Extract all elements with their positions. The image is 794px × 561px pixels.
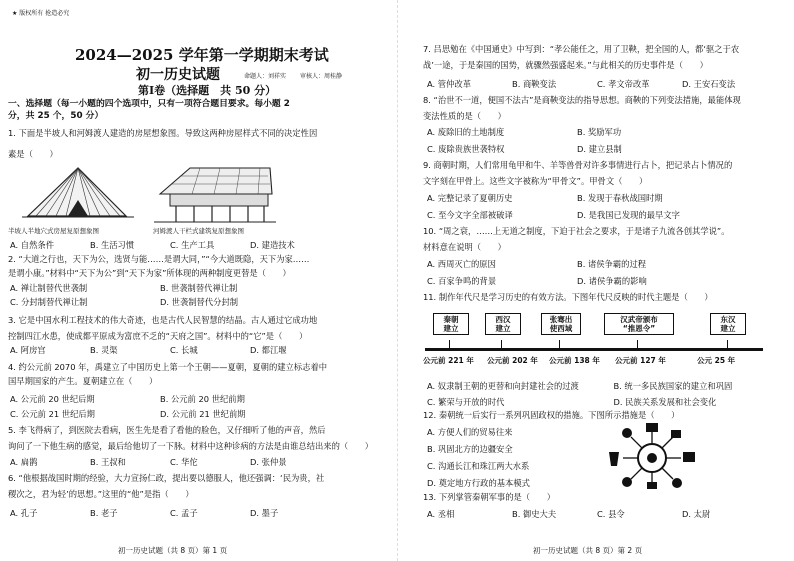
q11-timeline (421, 306, 771, 366)
q6-option-a[interactable]: A. 孔子 (10, 508, 38, 518)
q8-option-b[interactable]: B. 奖励军功 (577, 127, 622, 137)
q12-option-b[interactable]: B. 巩固北方的边疆安全 (427, 444, 513, 454)
q7-option-d[interactable]: D. 王安石变法 (682, 79, 736, 89)
q13-option-d[interactable]: D. 太尉 (682, 509, 711, 519)
q10-text-1: 10. “周之衰，……上无道之制度，下迫于社会之要求，于是诸子九流各创其学说”。 (423, 226, 730, 236)
q3-options (10, 345, 330, 356)
q9-option-a[interactable]: A. 完整记录了夏朝历史 (427, 193, 513, 203)
q1-caption-left: 半坡人半地穴式房屋复原想象图 (8, 227, 99, 235)
q1-caption-right: 河姆渡人干栏式建筑复原想象图 (153, 227, 244, 235)
q10-option-a[interactable]: A. 西周灭亡的原因 (427, 259, 496, 269)
reviewer: 审核人：周桂静 (300, 73, 343, 80)
q13-options (427, 509, 767, 520)
q9-option-b[interactable]: B. 发现于春秋战国时期 (577, 193, 663, 203)
q1-text-2: 素是（ ） (8, 149, 58, 159)
q8-text-1: 8. “治世不一道，便国不法古”是商鞅变法的指导思想。商鞅的下列变法措施，最能体现 (423, 95, 741, 105)
q3-option-b[interactable]: B. 灵渠 (90, 345, 118, 355)
q5-option-a[interactable]: A. 扁鹊 (10, 457, 38, 467)
q9-option-d[interactable]: D. 是我国已发现的最早文字 (577, 210, 680, 220)
q8-option-d[interactable]: D. 建立县制 (577, 144, 622, 154)
timeline-box-4: 汉武帝颁布 “推恩令” (604, 313, 674, 335)
watermark: ★ 版权所有 抢造必究 (12, 10, 70, 17)
timeline-tick (559, 340, 560, 348)
banpo-hut-illustration (22, 162, 134, 224)
q12-option-a[interactable]: A. 方便人们的贸易往来 (427, 427, 513, 437)
q10-text-2: 材料意在说明（ ） (423, 242, 506, 252)
q11-option-b[interactable]: B. 统一多民族国家的建立和巩固 (613, 381, 733, 391)
q7-option-c[interactable]: C. 孝文帝改革 (597, 79, 650, 89)
q6-text-2: 稷次之，君为轻’的思想。”这里的“他”是指（ ） (8, 489, 194, 499)
q6-text-1: 6. “他根据战国时期的经验，大力宣扬仁政，提出要以德服人，他还强调：‘民为贵，社 (8, 473, 325, 483)
timeline-tick (449, 340, 450, 348)
q7-options (427, 79, 767, 90)
q5-text-1: 5. 李飞得病了，到医院去看病，医生先是看了看他的脸色，又仔细听了他的声音，然后 (8, 425, 326, 435)
section-intro-1: 一、选择题（每一小题的四个选项中，只有一项符合题目要求。每小题 2 (8, 99, 290, 109)
stilt-house-illustration (150, 164, 278, 226)
q12-option-d[interactable]: D. 奠定地方行政的基本模式 (427, 478, 530, 488)
q9-text-2: 文字刻在甲骨上。这些文字被称为“甲骨文”。甲骨文（ ） (423, 176, 648, 186)
q12-text: 12. 秦朝统一后实行一系列巩固政权的措施。下图所示措施是（ ） (423, 410, 680, 420)
q12-option-c[interactable]: C. 沟通长江和珠江两大水系 (427, 461, 530, 471)
q11-option-c[interactable]: C. 繁荣与开放的时代 (427, 397, 505, 407)
q1-option-a[interactable]: A. 自然条件 (10, 240, 54, 250)
q2-text-2: 是谓小康。”材料中“天下为公”到“天下为家”所体现的两种制度更替是（ ） (8, 268, 291, 278)
exam-subject: 初一历史试题 (136, 67, 220, 83)
q2-option-a[interactable]: A. 禅让制替代世袭制 (10, 283, 88, 293)
q10-option-c[interactable]: C. 百家争鸣的背景 (427, 276, 497, 286)
timeline-box-1: 秦朝 建立 (433, 313, 469, 335)
q1-options (10, 240, 330, 251)
q5-options (10, 457, 330, 468)
page-1-footer: 初一历史试题（共 8 页）第 1 页 (118, 546, 228, 555)
q10-option-d[interactable]: D. 诸侯争霸的影响 (577, 276, 647, 286)
q1-option-b[interactable]: B. 生活习惯 (90, 240, 135, 250)
proposer: 命题人：刘祥实 (244, 73, 287, 80)
timeline-label-2: 公元前 202 年 (487, 356, 538, 365)
q1-option-c[interactable]: C. 生产工具 (170, 240, 215, 250)
page-2 (397, 0, 794, 561)
exam-title: 2024—2025 学年第一学期期末考试 (75, 46, 329, 64)
q4-text-2: 国早期国家的产生。夏朝建立在（ ） (8, 376, 158, 386)
q5-text-2: 询问了一下他生病的感觉，最后给他切了一下脉。材料中这种诊病的方法是由谁总结出来的（ ） (8, 441, 374, 451)
q4-options (10, 394, 310, 420)
q9-text-1: 9. 商朝时期，人们常用龟甲和牛、羊等兽骨对许多事情进行占卜，把记录占卜情况的 (423, 160, 733, 170)
timeline-tick (501, 340, 502, 348)
q2-options (10, 283, 310, 308)
q12-options (427, 427, 530, 489)
q4-option-d[interactable]: D. 公元前 21 世纪前期 (160, 409, 246, 419)
page-2-footer: 初一历史试题（共 8 页）第 2 页 (533, 546, 643, 555)
q9-option-c[interactable]: C. 至今文字全部被破译 (427, 210, 513, 220)
q4-text-1: 4. 约公元前 2070 年，禹建立了中国历史上第一个王朝——夏朝，夏朝的建立标志着中 (8, 362, 328, 372)
timeline-tick (637, 340, 638, 348)
q7-text-1: 7. 吕思勉在《中国通史》中写到：“孝公能任之，用了卫鞅，把全国的人，都‘驱之于农 (423, 44, 740, 54)
timeline-label-3: 公元前 138 年 (549, 356, 600, 365)
q6-option-d[interactable]: D. 墨子 (250, 508, 279, 518)
q9-options (427, 193, 727, 221)
q3-text-1: 3. 它是中国水利工程技术的伟大奇迹，也是古代人民智慧的结晶。古人通过它成功地 (8, 315, 318, 325)
timeline-label-1: 公元前 221 年 (423, 356, 474, 365)
q7-text-2: 战’一途，于是秦国的国势，就骤然强盛起来。”与此相关的历史事件是（ ） (423, 60, 708, 70)
volume-heading: 第Ⅰ卷（选择题 共 50 分） (138, 84, 277, 97)
q3-option-d[interactable]: D. 都江堰 (250, 345, 287, 355)
q5-option-c[interactable]: C. 华佗 (170, 457, 198, 467)
timeline-label-5: 公元 25 年 (697, 356, 736, 365)
q6-option-c[interactable]: C. 孟子 (170, 508, 198, 518)
q13-option-a[interactable]: A. 丞相 (427, 509, 455, 519)
q1-text-1: 1. 下面是半坡人和河姆渡人建造的房屋想象图。导致这两种房屋样式不同的决定性因 (8, 128, 318, 138)
q11-options (427, 381, 783, 408)
q4-option-a[interactable]: A. 公元前 20 世纪后期 (10, 394, 95, 404)
q11-option-a[interactable]: A. 奴隶制王朝的更替和向封建社会的过渡 (427, 381, 579, 391)
q1-option-d[interactable]: D. 建造技术 (250, 240, 295, 250)
unification-measures-illustration (603, 422, 701, 490)
q3-text-2: 控制四江水患，使成都平原成为富庶不乏的“天府之国”。材料中的“它”是（ ） (8, 331, 308, 341)
q13-text: 13. 下列掌管秦朝军事的是（ ） (423, 492, 555, 502)
q4-option-b[interactable]: B. 公元前 20 世纪前期 (160, 394, 245, 404)
q6-option-b[interactable]: B. 老子 (90, 508, 118, 518)
q5-option-b[interactable]: B. 王叔和 (90, 457, 126, 467)
timeline-label-4: 公元前 127 年 (615, 356, 666, 365)
q6-options (10, 508, 330, 519)
q11-option-d[interactable]: D. 民族关系发展和社会变化 (613, 397, 717, 407)
q8-options (427, 127, 727, 155)
q2-option-b[interactable]: B. 世袭制替代禅让制 (160, 283, 238, 293)
timeline-box-5: 东汉 建立 (710, 313, 746, 335)
q2-option-d[interactable]: D. 世袭制替代分封制 (160, 297, 239, 307)
q5-option-d[interactable]: D. 张仲景 (250, 457, 287, 467)
q7-option-b[interactable]: B. 商鞅变法 (512, 79, 557, 89)
timeline-axis (425, 348, 763, 351)
q10-options (427, 259, 727, 287)
q13-option-b[interactable]: B. 御史大夫 (512, 509, 557, 519)
q13-option-c[interactable]: C. 县令 (597, 509, 625, 519)
q2-text-1: 2. “大道之行也，天下为公，选贤与能……是谓大同，”“今大道既隐，天下为家…… (8, 254, 310, 264)
q3-option-a[interactable]: A. 阿房宫 (10, 345, 46, 355)
section-intro-2: 分，共 25 个，50 分） (8, 111, 104, 121)
q2-option-c[interactable]: C. 分封制替代禅让制 (10, 297, 88, 307)
q10-option-b[interactable]: B. 诸侯争霸的过程 (577, 259, 647, 269)
timeline-box-2: 西汉 建立 (485, 313, 521, 335)
q8-option-c[interactable]: C. 废除贵族世袭特权 (427, 144, 505, 154)
q8-option-a[interactable]: A. 废除旧的土地制度 (427, 127, 505, 137)
timeline-tick (727, 340, 728, 348)
timeline-box-3: 张骞出 使西域 (541, 313, 581, 335)
q11-text: 11. 制作年代尺是学习历史的有效方法。下图年代尺反映的时代主题是（ ） (423, 292, 713, 302)
q4-option-c[interactable]: C. 公元前 21 世纪后期 (10, 409, 95, 419)
q7-option-a[interactable]: A. 管仲改革 (427, 79, 471, 89)
q8-text-2: 变法性质的是（ ） (423, 111, 506, 121)
q3-option-c[interactable]: C. 长城 (170, 345, 198, 355)
